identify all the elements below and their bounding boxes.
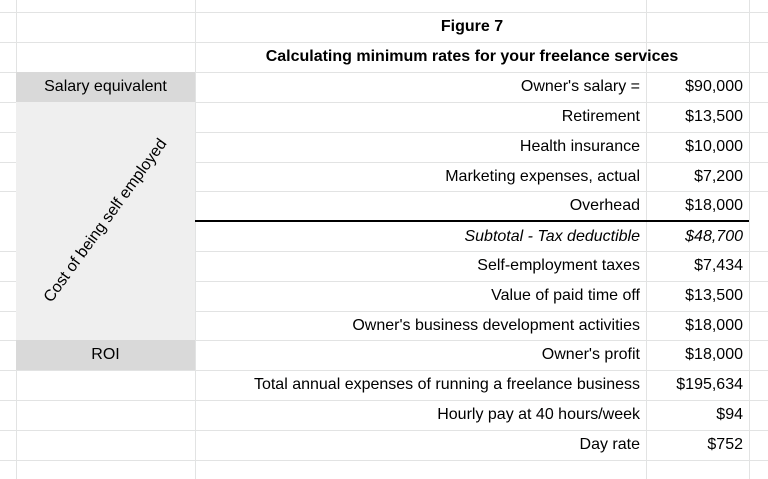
row-label-subtotal: Subtotal - Tax deductible — [464, 227, 640, 245]
row-label-day-rate: Day rate — [579, 436, 640, 453]
row-value-marketing-expenses: $7,200 — [694, 168, 743, 185]
row-label-health-insurance: Health insurance — [519, 138, 640, 155]
row-label-retirement: Retirement — [561, 108, 640, 125]
row-value-business-development: $18,000 — [685, 317, 743, 334]
category-roi: ROI — [16, 340, 195, 370]
row-value-self-employment-taxes: $7,434 — [694, 257, 743, 274]
row-label-owners-salary: Owner's salary = — [520, 78, 640, 95]
row-label-total-annual-expenses: Total annual expenses of running a freelance business — [253, 376, 640, 393]
row-label-owners-profit: Owner's profit — [541, 346, 640, 363]
row-label-business-development: Owner's business development activities — [352, 317, 640, 334]
row-value-overhead: $18,000 — [685, 197, 743, 214]
row-value-day-rate: $752 — [707, 436, 743, 453]
row-label-marketing-expenses: Marketing expenses, actual — [445, 168, 640, 185]
row-label-overhead: Overhead — [569, 197, 640, 214]
row-value-owners-profit: $18,000 — [685, 346, 743, 363]
grid-line — [0, 460, 768, 461]
row-value-paid-time-off: $13,500 — [685, 287, 743, 304]
category-salary-equivalent: Salary equivalent — [16, 72, 195, 102]
row-value-hourly-pay: $94 — [716, 406, 743, 423]
category-cost-label: Cost of being self employed — [40, 135, 171, 306]
row-value-total-annual-expenses: $195,634 — [676, 376, 743, 393]
row-value-health-insurance: $10,000 — [685, 138, 743, 155]
row-value-owners-salary: $90,000 — [685, 78, 743, 95]
category-cost-cell — [16, 102, 195, 340]
row-label-self-employment-taxes: Self-employment taxes — [477, 257, 640, 274]
row-label-hourly-pay: Hourly pay at 40 hours/week — [437, 406, 640, 423]
figure-subtitle: Calculating minimum rates for your freelance services — [265, 48, 679, 65]
row-value-retirement: $13,500 — [685, 108, 743, 125]
row-value-subtotal: $48,700 — [685, 227, 743, 245]
figure-title: Figure 7 — [440, 18, 504, 35]
row-label-paid-time-off: Value of paid time off — [491, 287, 640, 304]
